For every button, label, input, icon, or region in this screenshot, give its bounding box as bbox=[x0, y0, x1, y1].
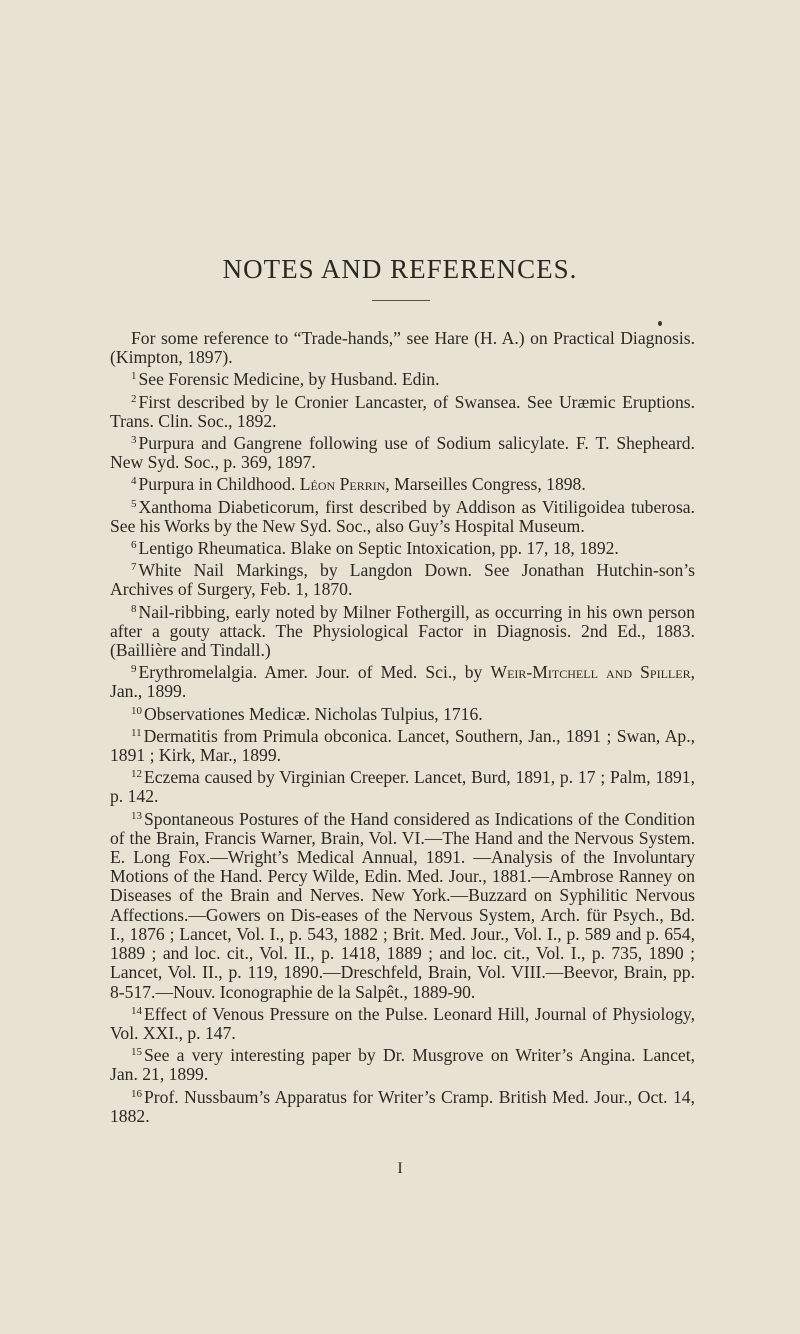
footnote-number: 16 bbox=[131, 1087, 142, 1100]
numbered-notes bbox=[110, 370, 695, 1126]
footnote-text: See a very interesting paper by Dr. Musgrove on Writer’s Angina. Lancet, Jan. 21, 1899. bbox=[110, 1045, 695, 1085]
footnote-text: Effect of Venous Pressure on the Pulse. Leonard Hill, Journal of Physiology, Vol. XXI., p. 147. bbox=[110, 1003, 695, 1043]
footnote-10 bbox=[110, 705, 695, 724]
footnote-13 bbox=[110, 810, 695, 1002]
footnote-4 bbox=[110, 475, 695, 494]
footnote-number: 13 bbox=[131, 809, 142, 822]
footnote-text: Eczema caused by Virginian Creeper. Lancet, Burd, 1891, p. 17 ; Palm, 1891, p. 142. bbox=[110, 767, 695, 807]
footnote-text: White Nail Markings, by Langdon Down. See Jonathan Hutchin-son’s Archives of Surgery, Feb. 1, 1870. bbox=[110, 560, 695, 600]
footnote-text: Lentigo Rheumatica. Blake on Septic Intoxication, pp. 17, 18, 1892. bbox=[138, 538, 619, 559]
signature-mark: I bbox=[397, 1160, 403, 1177]
footnote-number: 3 bbox=[131, 434, 137, 447]
footnote-number: 15 bbox=[131, 1046, 142, 1059]
footnote-2 bbox=[110, 393, 695, 431]
page-title: NOTES AND REFERENCES. bbox=[222, 254, 578, 284]
title-divider bbox=[372, 300, 430, 301]
footnote-11 bbox=[110, 727, 695, 765]
footnote-text-tail: , Jan., 1899. bbox=[110, 662, 696, 702]
footnote-number: 10 bbox=[131, 704, 142, 717]
footnote-number: 1 bbox=[131, 370, 137, 383]
author-name: Weir-Mitchell and Spiller bbox=[490, 662, 691, 683]
footnote-text: Purpura and Gangrene following use of Sodium salicylate. F. T. Shepheard. New Syd. Soc., p. 369, 1897. bbox=[110, 433, 695, 473]
footnote-text: Purpura in Childhood. bbox=[138, 474, 300, 495]
footnote-number: 11 bbox=[131, 726, 142, 739]
footnote-6 bbox=[110, 539, 695, 558]
footnote-text: Dermatitis from Primula obconica. Lancet, Southern, Jan., 1891 ; Swan, Ap., 1891 ; Kirk, Mar., 1899. bbox=[110, 725, 695, 766]
footnote-text-tail: , Marseilles Congress, 1898. bbox=[385, 474, 586, 495]
footnote-text: First described by le Cronier Lancaster, of Swansea. See Uræmic Eruptions. Trans. Clin. Soc., 1892. bbox=[110, 391, 695, 431]
footnote-text: Nail-ribbing, early noted by Milner Fothergill, as occurring in his own person after a gouty attack. The Physiological Factor in Diagnosis. 2nd Ed., 1883. (Baillière and Tindall.) bbox=[110, 601, 695, 661]
footnote-16 bbox=[110, 1088, 695, 1126]
intro-note: For some reference to “Trade-hands,” see Hare (H. A.) on Practical Diagnosis. (Kimpton, 1897). bbox=[110, 328, 695, 368]
ink-speck bbox=[658, 321, 662, 326]
footnote-number: 7 bbox=[131, 561, 137, 574]
footnote-number: 2 bbox=[131, 392, 137, 405]
footnote-9 bbox=[110, 663, 695, 701]
footnote-number: 4 bbox=[131, 475, 137, 488]
footnote-text: Erythromelalgia. Amer. Jour. of Med. Sci., by bbox=[138, 662, 491, 683]
footnote-text: Prof. Nussbaum’s Apparatus for Writer’s Cramp. British Med. Jour., Oct. 14, 1882. bbox=[110, 1086, 695, 1126]
footnote-number: 5 bbox=[131, 497, 137, 510]
footnote-number: 9 bbox=[131, 663, 137, 676]
author-name: Léon Perrin bbox=[299, 474, 386, 495]
footnote-8 bbox=[110, 603, 695, 661]
footnote-1 bbox=[110, 370, 695, 389]
notes-list bbox=[110, 329, 695, 1129]
footnote-number: 12 bbox=[131, 768, 142, 781]
footnote-text: Xanthoma Diabeticorum, first described by Addison as Vitiligoidea tuberosa. See his Works by the New Syd. Soc., also Guy’s Hospital Museum. bbox=[110, 496, 695, 536]
footnote-text: Observationes Medicæ. Nicholas Tulpius, 1716. bbox=[144, 703, 483, 724]
footnote-text: Spontaneous Postures of the Hand considered as Indications of the Condition of the Brain, Francis Warner, Brain, Vol. VI.—The Hand and the Nervous System. E. Long Fox.—Wright’s Medical Annual, 1891. —Analysis of the Involuntary Motions of the Hand. Percy Wilde, Edin. Med. Jour., 1881.—Ambrose Ranney on Diseases of the Brain and Nerves. New York.—Buzzard on Syphilitic Nervous Affections.—Gowers on Dis-eases of the Nervous System, Arch. für Psych., Bd. I., 1876 ; Lancet, Vol. I., p. 543, 1882 ; Brit. Med. Jour., Vol. I., p. 589 and p. 654, 1889 ; and loc. cit., Vol. II., p. 1418, 1889 ; and loc. cit., Vol. I., p. 735, 1890 ; Lancet, Vol. II., p. 119, 1890.—Dreschfeld, Brain, Vol. VIII.—Beevor, Brain, pp. 8-517.—Nouv. Iconographie de la Salpêt., 1889-90. bbox=[110, 808, 695, 1002]
footnote-5 bbox=[110, 498, 695, 536]
footnote-text: See Forensic Medicine, by Husband. Edin. bbox=[138, 369, 440, 390]
footnote-12 bbox=[110, 768, 695, 806]
footnote-15 bbox=[110, 1046, 695, 1084]
footnote-number: 6 bbox=[131, 539, 137, 552]
footnote-number: 8 bbox=[131, 602, 137, 615]
footnote-7 bbox=[110, 561, 695, 599]
footnote-3 bbox=[110, 434, 695, 472]
footnote-14 bbox=[110, 1005, 695, 1043]
footnote-number: 14 bbox=[131, 1004, 142, 1017]
